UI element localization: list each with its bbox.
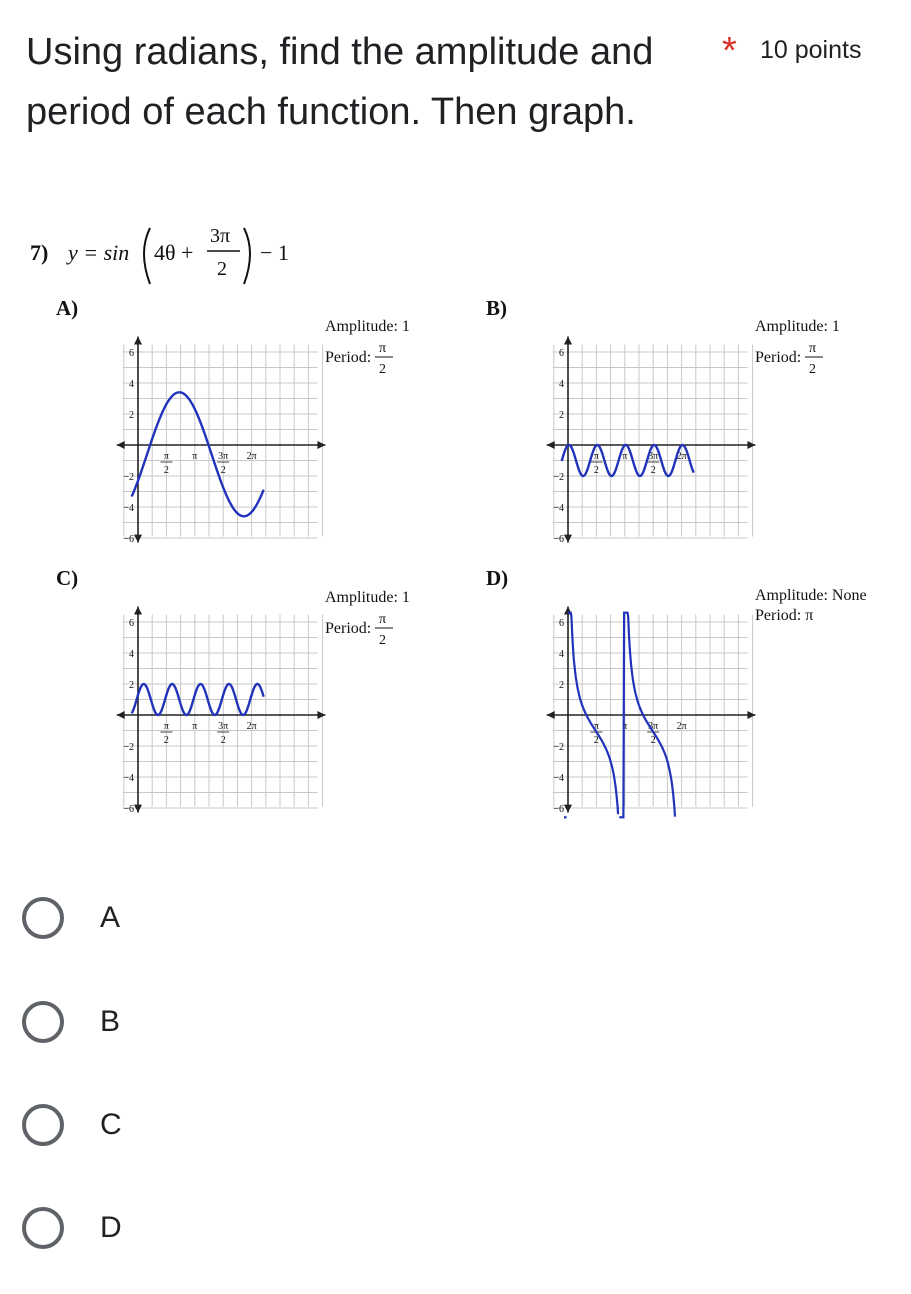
y-axis-arrow-down (564, 805, 572, 813)
question-title-line1: Using radians, find the amplitude and (26, 31, 654, 73)
question-title-line2: period of each function. Then graph. (26, 91, 636, 133)
y-axis-arrow-up (564, 337, 572, 345)
equation-frac-den: 2 (217, 258, 227, 280)
panel-a-period-den: 2 (379, 362, 386, 377)
x-tick-num: 2π (246, 721, 257, 732)
option-a-label: A (100, 901, 121, 934)
panel-a-letter: A) (56, 296, 79, 320)
x-tick-den: 2 (220, 735, 226, 746)
y-tick-label: 2 (559, 410, 564, 421)
panel-c-period-label: Period: (325, 620, 372, 637)
graph-a (117, 337, 326, 546)
x-axis-arrow-left (547, 711, 555, 719)
x-axis-arrow-left (117, 441, 125, 449)
option-a[interactable] (22, 890, 120, 946)
x-tick-den: 2 (593, 735, 599, 746)
panel-a-period-num: π (379, 341, 387, 356)
option-d-label: D (100, 1211, 122, 1244)
radio-a[interactable] (22, 897, 64, 939)
panel-c-period-num: π (379, 612, 387, 627)
radio-d[interactable] (22, 1207, 64, 1249)
y-axis-arrow-down (564, 535, 572, 543)
problem-equation (30, 225, 289, 284)
option-c-label: C (100, 1108, 122, 1141)
graph-b (547, 337, 756, 546)
x-tick-num: 3π (648, 721, 659, 732)
y-tick-label: −4 (123, 773, 134, 784)
question-image (0, 190, 911, 860)
y-tick-label: −6 (553, 534, 564, 545)
x-tick-num: 2π (676, 721, 687, 732)
panel-b-letter: B) (486, 296, 507, 320)
y-tick-label: −6 (123, 804, 134, 815)
y-tick-label: 6 (129, 348, 134, 359)
panel-b-period-den: 2 (809, 362, 816, 377)
y-tick-label: 2 (559, 680, 564, 691)
panel-b-period-label: Period: (755, 349, 802, 366)
panel-d-letter: D) (486, 566, 509, 590)
x-tick-num: 3π (218, 451, 229, 462)
panel-c-amplitude: Amplitude: 1 (325, 589, 410, 606)
option-b[interactable] (22, 994, 120, 1050)
y-axis-arrow-down (134, 535, 142, 543)
x-tick-num: 2π (246, 451, 257, 462)
y-tick-label: 4 (559, 649, 564, 660)
y-axis-arrow-up (134, 607, 142, 615)
panel-d-amplitude: Amplitude: None (755, 587, 867, 604)
x-tick-den: 2 (650, 735, 656, 746)
equation-frac-num: 3π (210, 225, 231, 247)
radio-b[interactable] (22, 1001, 64, 1043)
y-tick-label: −2 (123, 742, 134, 753)
y-axis-arrow-up (134, 337, 142, 345)
option-b-label: B (100, 1005, 121, 1038)
y-axis-arrow-down (134, 805, 142, 813)
x-tick-den: 2 (593, 465, 599, 476)
x-tick-num: 3π (648, 451, 659, 462)
x-tick-num: 2π (676, 451, 687, 462)
x-tick-num: π (163, 451, 169, 462)
y-tick-label: 4 (559, 379, 564, 390)
x-tick-num: 3π (218, 721, 229, 732)
y-tick-label: −2 (123, 472, 134, 483)
graph-d (547, 607, 756, 818)
y-tick-label: −4 (553, 773, 564, 784)
y-tick-label: 6 (559, 348, 564, 359)
x-axis-arrow-left (117, 711, 125, 719)
y-tick-label: 6 (129, 618, 134, 629)
panel-a-amplitude: Amplitude: 1 (325, 318, 410, 335)
option-c[interactable] (22, 1097, 122, 1153)
y-tick-label: 2 (129, 680, 134, 691)
y-tick-label: −6 (553, 804, 564, 815)
x-tick-den: 2 (650, 465, 656, 476)
x-tick-num: π (593, 451, 599, 462)
panel-b-period-num: π (809, 341, 817, 356)
y-tick-label: −2 (553, 472, 564, 483)
equation-tail: − 1 (260, 240, 289, 265)
curve (132, 392, 264, 516)
x-tick-num: π (622, 451, 628, 462)
y-tick-label: 2 (129, 410, 134, 421)
graph-c (117, 607, 326, 816)
x-tick-num: π (192, 451, 198, 462)
x-tick-den: 2 (163, 735, 169, 746)
panel-c-period-den: 2 (379, 633, 386, 648)
x-axis-arrow-right (747, 711, 755, 719)
y-tick-label: −2 (553, 742, 564, 753)
x-axis-arrow-left (547, 441, 555, 449)
panel-b-amplitude: Amplitude: 1 (755, 318, 840, 335)
x-tick-num: π (622, 721, 628, 732)
y-tick-label: 6 (559, 618, 564, 629)
equation-inner: 4θ + (154, 240, 194, 265)
x-tick-den: 2 (163, 465, 169, 476)
y-tick-label: −6 (123, 534, 134, 545)
x-tick-num: π (192, 721, 198, 732)
y-tick-label: −4 (553, 503, 564, 514)
x-axis-arrow-right (317, 711, 325, 719)
x-tick-num: π (163, 721, 169, 732)
option-d[interactable] (22, 1200, 122, 1256)
required-mark: * (722, 30, 737, 72)
problem-number: 7) (30, 240, 49, 265)
x-axis-arrow-right (317, 441, 325, 449)
radio-c[interactable] (22, 1104, 64, 1146)
y-tick-label: −4 (123, 503, 134, 514)
panel-d-period: Period: π (755, 607, 814, 624)
x-tick-den: 2 (220, 465, 226, 476)
question-title (26, 22, 726, 142)
points-badge: 10 points (760, 36, 862, 64)
panel-a-period-label: Period: (325, 349, 372, 366)
y-tick-label: 4 (129, 379, 134, 390)
equation-lhs: y = sin (68, 240, 130, 265)
x-tick-num: π (593, 721, 599, 732)
x-axis-arrow-right (747, 441, 755, 449)
y-tick-label: 4 (129, 649, 134, 660)
panel-c-letter: C) (56, 566, 79, 590)
